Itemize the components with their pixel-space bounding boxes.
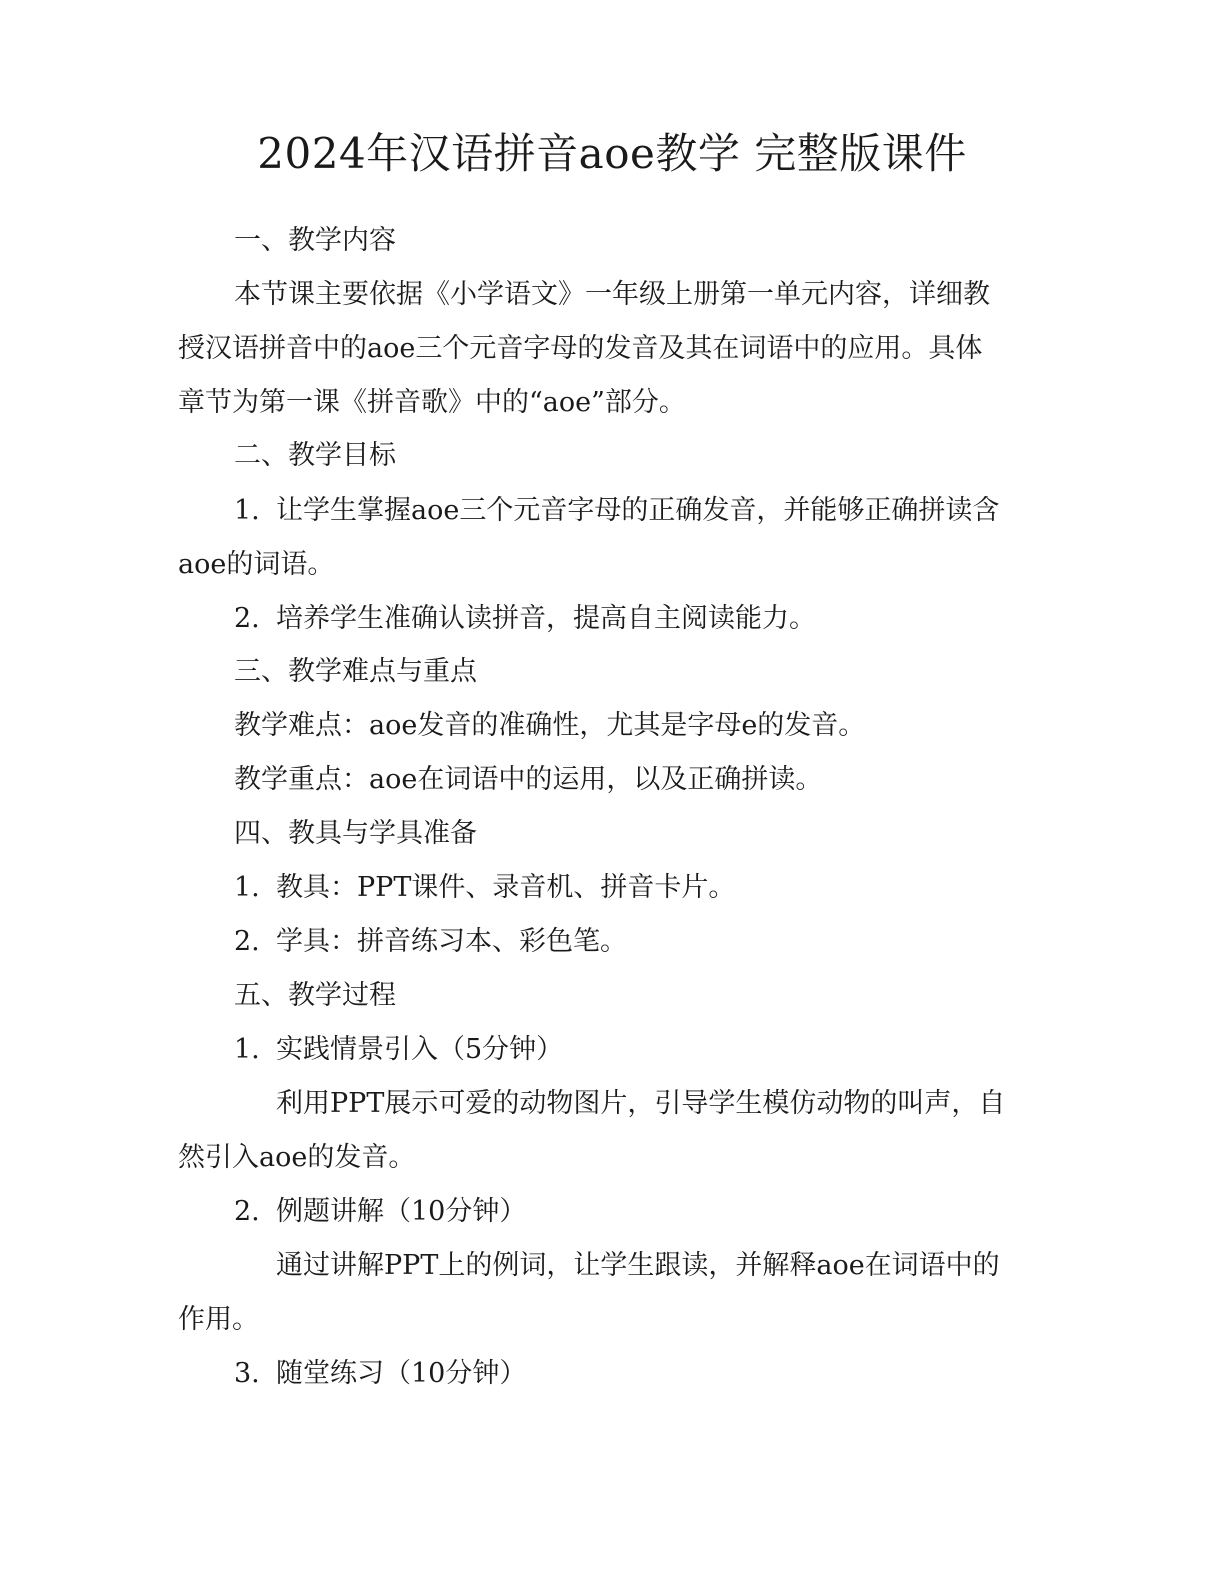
- list-text: 让学生掌握aoe三个元音字母的正确发音，并能够正确拼读含: [276, 495, 1000, 526]
- step-description: 作用。: [178, 1304, 259, 1335]
- list-text: 实践情景引入（5分钟）: [276, 1034, 564, 1065]
- focus-line: 教学重点：aoe在词语中的运用，以及正确拼读。: [234, 764, 823, 795]
- step-description: 通过讲解PPT上的例词，让学生跟读，并解释aoe在词语中的: [276, 1250, 1000, 1281]
- list-number: 3.: [234, 1358, 260, 1389]
- list-item: [234, 922, 627, 962]
- list-text: 学具：拼音练习本、彩色笔。: [276, 926, 627, 957]
- list-number: 1.: [234, 1034, 260, 1065]
- paragraph-line: 本节课主要依据《小学语文》一年级上册第一单元内容，详细教: [234, 279, 990, 310]
- section-heading: 一、教学内容: [234, 225, 396, 256]
- step-title: [234, 1354, 526, 1394]
- section-heading: 四、教具与学具准备: [234, 818, 477, 849]
- section-heading: 五、教学过程: [234, 980, 396, 1011]
- list-item: [234, 868, 735, 908]
- step-title: [234, 1030, 563, 1070]
- document-title: 2024年汉语拼音aoe教学 完整版课件: [257, 129, 967, 178]
- step-description: 利用PPT展示可爱的动物图片，引导学生模仿动物的叫声，自: [276, 1088, 1006, 1119]
- list-item: [234, 599, 816, 639]
- paragraph-line: 章节为第一课《拼音歌》中的“aoe”部分。: [178, 387, 686, 418]
- section-heading: 三、教学难点与重点: [234, 656, 477, 687]
- section-heading: 二、教学目标: [234, 440, 396, 471]
- list-text: 教具：PPT课件、录音机、拼音卡片。: [276, 872, 736, 903]
- list-number: 1.: [234, 495, 260, 526]
- difficulty-line: 教学难点：aoe发音的准确性，尤其是字母e的发音。: [234, 710, 866, 741]
- step-title: [234, 1192, 526, 1232]
- list-text: 培养学生准确认读拼音，提高自主阅读能力。: [276, 603, 816, 634]
- list-item: [234, 491, 999, 531]
- list-number: 2.: [234, 926, 260, 957]
- list-number: 1.: [234, 872, 260, 903]
- list-number: 2.: [234, 603, 260, 634]
- list-text: 随堂练习（10分钟）: [276, 1358, 527, 1389]
- paragraph-line: 授汉语拼音中的aoe三个元音字母的发音及其在词语中的应用。具体: [178, 333, 983, 364]
- list-number: 2.: [234, 1196, 260, 1227]
- list-text: 例题讲解（10分钟）: [276, 1196, 527, 1227]
- step-description: 然引入aoe的发音。: [178, 1142, 416, 1173]
- list-text-continued: aoe的词语。: [178, 549, 335, 580]
